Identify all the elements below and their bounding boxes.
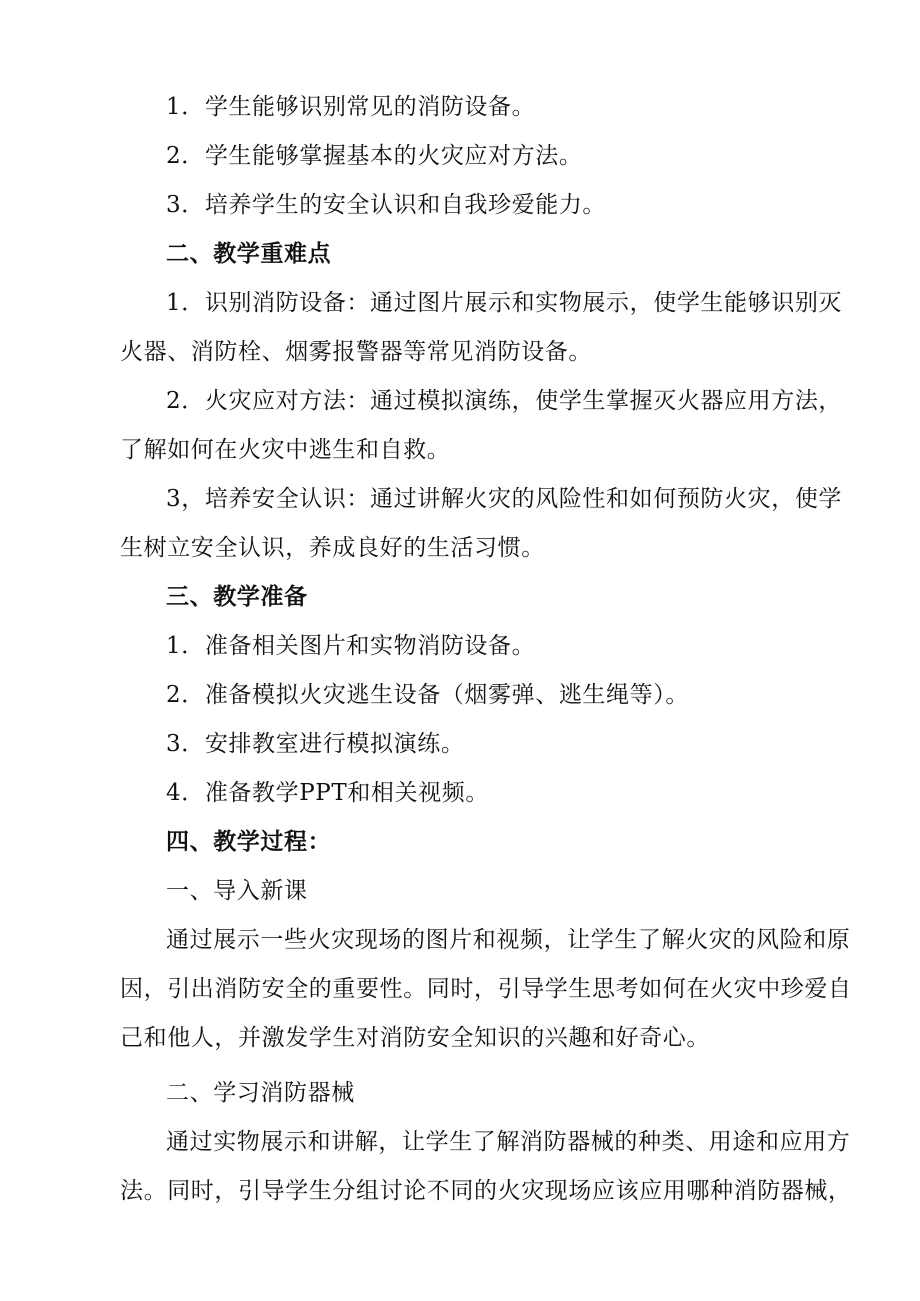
equipment-line-2: 法。同时，引导学生分组讨论不同的火灾现场应该应用哪种消防器械，: [120, 1178, 852, 1204]
key-point-1-line-2: 火器、消防栓、烟雾报警器等常见消防设备。: [120, 339, 592, 365]
preparation-3: 3．安排教室进行模拟演练。: [166, 731, 465, 757]
introduction-line-3: 己和他人，并激发学生对消防安全知识的兴趣和好奇心。: [120, 1025, 710, 1051]
preparation-4: 4．准备教学PPT和相关视频。: [166, 780, 489, 806]
preparation-1: 1．准备相关图片和实物消防设备。: [166, 633, 536, 659]
subheading-introduction: 一、导入新课: [166, 878, 308, 904]
objective-1: 1．学生能够识别常见的消防设备。: [166, 94, 536, 120]
section-heading-process: 四、教学过程：: [166, 828, 332, 855]
equipment-line-1: 通过实物展示和讲解，让学生了解消防器械的种类、用途和应用方: [166, 1129, 851, 1155]
introduction-line-1: 通过展示一些火灾现场的图片和视频，让学生了解火灾的风险和原: [166, 927, 851, 953]
key-point-2-line-2: 了解如何在火灾中逃生和自救。: [120, 437, 451, 463]
preparation-2: 2．准备模拟火灾逃生设备（烟雾弹、逃生绳等）。: [166, 682, 689, 708]
key-point-1-line-1: 1．识别消防设备：通过图片展示和实物展示，使学生能够识别灭: [166, 290, 843, 316]
key-point-2-line-1: 2．火灾应对方法：通过模拟演练，使学生掌握灭火器应用方法，: [166, 388, 843, 414]
section-heading-key-points: 二、教学重难点: [166, 240, 332, 267]
subheading-equipment: 二、学习消防器械: [166, 1080, 355, 1106]
objective-3: 3．培养学生的安全认识和自我珍爱能力。: [166, 192, 607, 218]
key-point-3-line-2: 生树立安全认识，养成良好的生活习惯。: [120, 535, 545, 561]
introduction-line-2: 因，引出消防安全的重要性。同时，引导学生思考如何在火灾中珍爱自: [120, 976, 852, 1002]
objective-2: 2．学生能够掌握基本的火灾应对方法。: [166, 143, 583, 169]
section-heading-preparation: 三、教学准备: [166, 583, 308, 610]
key-point-3-line-1: 3，培养安全认识：通过讲解火灾的风险性和如何预防火灾，使学: [166, 486, 843, 512]
